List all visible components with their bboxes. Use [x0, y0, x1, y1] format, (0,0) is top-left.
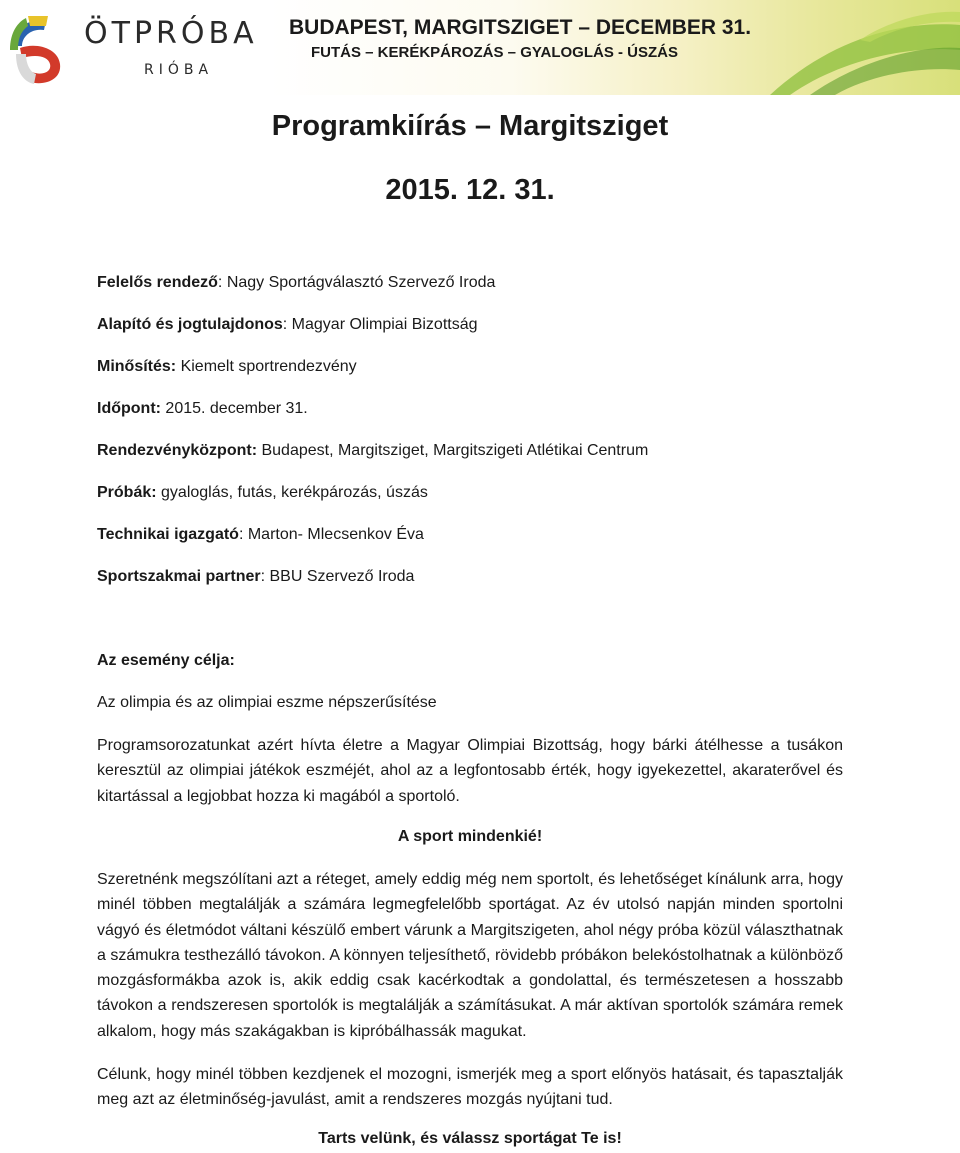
event-date: 2015. 12. 31.: [385, 174, 555, 206]
paragraph-audience: Szeretnénk megszólítani azt a réteget, amely eddig még nem sportolt, és lehetőséget kínálunk arra, hogy minél többen megtalálják a számára legmegfelelőbb sportágat. Az év utolsó napján minden sportolni vágyó és életmódot váltani készülő embert várunk a Margitszigeten, ahol négy próba közül választhatnak a számukra testhezálló távokon. A könnyen teljesíthető, rövidebb próbákon belekóstolhatnak a különböző mozgásformákba azok is, akik eddig csak kacérkodtak a gondolattal, és természetesen a hosszabb távokon a rendszeresen sportolók is megtalálják a számításukat. A már aktívan sportolók számára remek alkalom, hogy más szakágakban is kipróbálhassák magukat.: [97, 871, 843, 1040]
field-value: 2015. december 31.: [165, 400, 308, 417]
field-partner: Sportszakmai partner: BBU Szervező Iroda: [97, 568, 415, 585]
otproba-logo-icon: [6, 12, 66, 86]
green-swoosh-decoration: [640, 0, 960, 95]
field-events: [97, 484, 428, 502]
page-title: Programkiírás – Margitsziget: [271, 110, 669, 142]
field-value: Marton- Mlecsenkov Éva: [247, 526, 424, 543]
field-label: Időpont:: [97, 400, 161, 417]
field-value: gyaloglás, futás, kerékpározás, úszás: [161, 484, 428, 501]
brand-subtitle: RIÓBA: [144, 62, 214, 78]
field-value: Kiemelt sportrendezvény: [180, 358, 357, 375]
field-rating: [97, 358, 357, 376]
slogan-sport-for-all: A sport mindenkié!: [397, 828, 543, 845]
slogan-join-us: Tarts velünk, és válassz sportágat Te is!: [318, 1130, 622, 1147]
goal-line: Az olimpia és az olimpiai eszme népszerűsítése: [97, 694, 437, 711]
field-technical-director: Technikai igazgató: Marton- Mlecsenkov Éva: [97, 526, 424, 543]
field-label: Minősítés:: [97, 358, 177, 375]
brand-name: ÖTPRÓBA: [84, 16, 258, 51]
field-value: BBU Szervező Iroda: [269, 568, 415, 585]
paragraph-intro: Programsorozatunkat azért hívta életre a Magyar Olimpiai Bizottság, hogy bárki átélhesse a tusákon keresztül az olimpiai játékok eszméjét, ahol az a legfontosabb érték, hogy igyekezettel, akaraterővel és kitartással a legjobbat hozza ki magából a sportoló.: [97, 737, 843, 805]
field-time: [97, 400, 308, 418]
section-heading-goal: Az esemény célja:: [97, 652, 235, 669]
field-value: Magyar Olimpiai Bizottság: [291, 316, 478, 333]
field-label: Sportszakmai partner: [97, 568, 261, 585]
event-sports: FUTÁS – KERÉKPÁROZÁS – GYALOGLÁS - ÚSZÁS: [311, 44, 678, 61]
field-value: Nagy Sportágválasztó Szervező Iroda: [226, 274, 496, 291]
event-title: BUDAPEST, MARGITSZIGET – DECEMBER 31.: [289, 16, 752, 39]
field-label: Alapító és jogtulajdonos: [97, 316, 283, 333]
paragraph-aim: Célunk, hogy minél többen kezdjenek el mozogni, ismerjék meg a sport előnyös hatásait, és tapasztalják meg azt az életminőség-javulást, amit a rendszeres mozgás nyújtani tud.: [97, 1066, 843, 1109]
field-value: Budapest, Margitsziget, Margitszigeti Atlétikai Centrum: [261, 442, 649, 459]
field-label: Felelős rendező: [97, 274, 218, 291]
page-header: [0, 0, 960, 100]
field-organizer: Felelős rendező: Nagy Sportágválasztó Szervező Iroda: [97, 274, 496, 291]
field-label: Próbák:: [97, 484, 157, 501]
field-founder: Alapító és jogtulajdonos: Magyar Olimpiai Bizottság: [97, 316, 478, 333]
field-label: Technikai igazgató: [97, 526, 239, 543]
field-label: Rendezvényközpont:: [97, 442, 258, 459]
field-venue: [97, 442, 648, 460]
